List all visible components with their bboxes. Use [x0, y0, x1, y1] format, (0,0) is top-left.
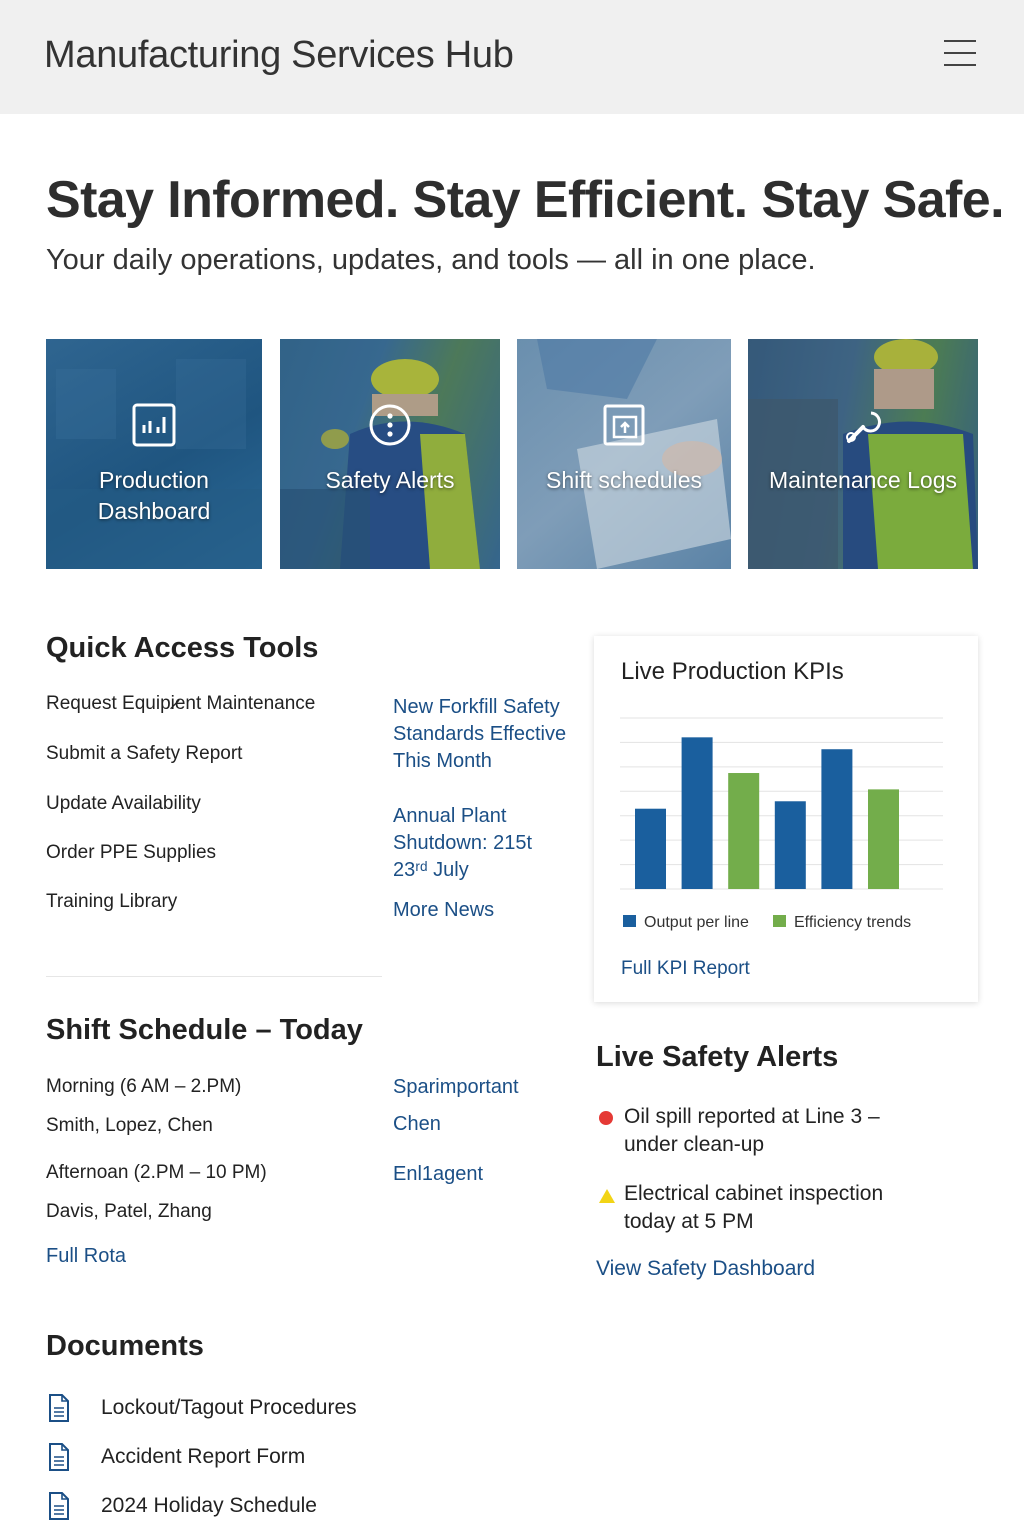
- document-icon: [48, 1443, 70, 1471]
- quick-link-order-ppe[interactable]: Order PPE Supplies: [46, 842, 217, 863]
- legend-label: Output per line: [644, 914, 749, 931]
- more-news-link[interactable]: More News: [393, 899, 495, 921]
- tile-label: Maintenance Logs: [769, 467, 957, 493]
- afternoon-shift-label: Afternoan (2.PM – 10 PM): [46, 1162, 267, 1183]
- safety-alert-item[interactable]: [596, 1103, 896, 1159]
- document-label: Lockout/Tagout Procedures: [101, 1396, 357, 1419]
- safety-alerts-title: Live Safety Alerts: [596, 1041, 839, 1073]
- chart-icon: [132, 403, 176, 447]
- news-item[interactable]: Annual Plant Shutdown: 215t 23ʳᵈ July: [393, 805, 532, 881]
- shift-schedule-title: Shift Schedule – Today: [46, 1014, 363, 1046]
- document-label: 2024 Holiday Schedule: [101, 1494, 317, 1517]
- safety-alert-item[interactable]: [596, 1180, 916, 1236]
- morning-shift-label: Morning (6 AM – 2.PM): [46, 1076, 242, 1097]
- quick-link-training-library[interactable]: Training Library: [46, 891, 178, 912]
- schedule-icon: [602, 403, 646, 447]
- hero-subtitle: Your daily operations, updates, and tools — all in one place.: [46, 244, 816, 276]
- alert-text: Electrical cabinet inspection today at 5 PM: [624, 1182, 884, 1233]
- document-label: Accident Report Form: [101, 1445, 306, 1468]
- quick-access-title: Quick Access Tools: [46, 632, 319, 664]
- red-status-dot-icon: [598, 1111, 614, 1127]
- hamburger-menu-icon[interactable]: [944, 40, 976, 66]
- alert-circle-icon: [368, 403, 412, 447]
- warning-triangle-icon: [598, 1188, 616, 1204]
- quick-link-update-availability[interactable]: Update Availability: [46, 793, 201, 814]
- document-icon: [48, 1394, 70, 1422]
- morning-shift-staff: Smith, Lopez, Chen: [46, 1115, 213, 1136]
- hero-title: Stay Informed. Stay Efficient. Stay Safe.: [46, 171, 1004, 229]
- section-divider: [46, 976, 382, 977]
- tile-safety-alerts[interactable]: [280, 339, 500, 569]
- chart-bar: [728, 773, 759, 889]
- wrench-icon: [841, 403, 885, 447]
- documents-title: Documents: [46, 1330, 204, 1362]
- chart-bar: [682, 737, 713, 889]
- factory-background-image: [46, 339, 262, 569]
- chart-bar: [821, 749, 852, 889]
- chart-bar: [775, 801, 806, 889]
- app-title: Manufacturing Services Hub: [44, 34, 514, 76]
- tile-label: Production Dashboard: [97, 467, 211, 524]
- news-item[interactable]: New Forkfill Safety Standards Effective This Month: [393, 696, 567, 772]
- legend-label: Efficiency trends: [794, 914, 912, 931]
- view-safety-dashboard-link[interactable]: View Safety Dashboard: [596, 1257, 816, 1280]
- shift-side-link[interactable]: Sparimportant: [393, 1076, 519, 1098]
- tile-label: Shift schedules: [546, 467, 702, 493]
- shift-side-link[interactable]: Enl1agent: [393, 1163, 484, 1185]
- tile-production-dashboard[interactable]: [46, 339, 262, 569]
- kpi-title: Live Production KPIs: [621, 658, 844, 685]
- tile-label: Safety Alerts: [325, 467, 455, 493]
- full-kpi-report-link[interactable]: Full KPI Report: [621, 958, 750, 979]
- alert-text: Oil spill reported at Line 3 – under clean-up: [624, 1105, 880, 1156]
- tile-shift-schedules[interactable]: [517, 339, 731, 569]
- full-rota-link[interactable]: Full Rota: [46, 1245, 127, 1267]
- kpi-card: [594, 636, 978, 1002]
- shift-side-link[interactable]: Chen: [393, 1113, 441, 1135]
- afternoon-shift-staff: Davis, Patel, Zhang: [46, 1201, 212, 1222]
- chart-bar: [635, 809, 666, 889]
- top-bar: [0, 0, 1024, 114]
- tile-maintenance-logs[interactable]: [748, 339, 978, 569]
- document-icon: [48, 1492, 70, 1520]
- kpi-bar-chart: [594, 636, 978, 946]
- legend-swatch: [623, 915, 636, 927]
- quick-link-safety-report[interactable]: Submit a Safety Report: [46, 743, 243, 764]
- legend-swatch: [773, 915, 786, 927]
- chart-bar: [868, 789, 899, 889]
- quick-link-request-maintenance[interactable]: Request Equipi̷ent Maintenance: [46, 693, 316, 714]
- paperwork-background-image: [517, 339, 731, 569]
